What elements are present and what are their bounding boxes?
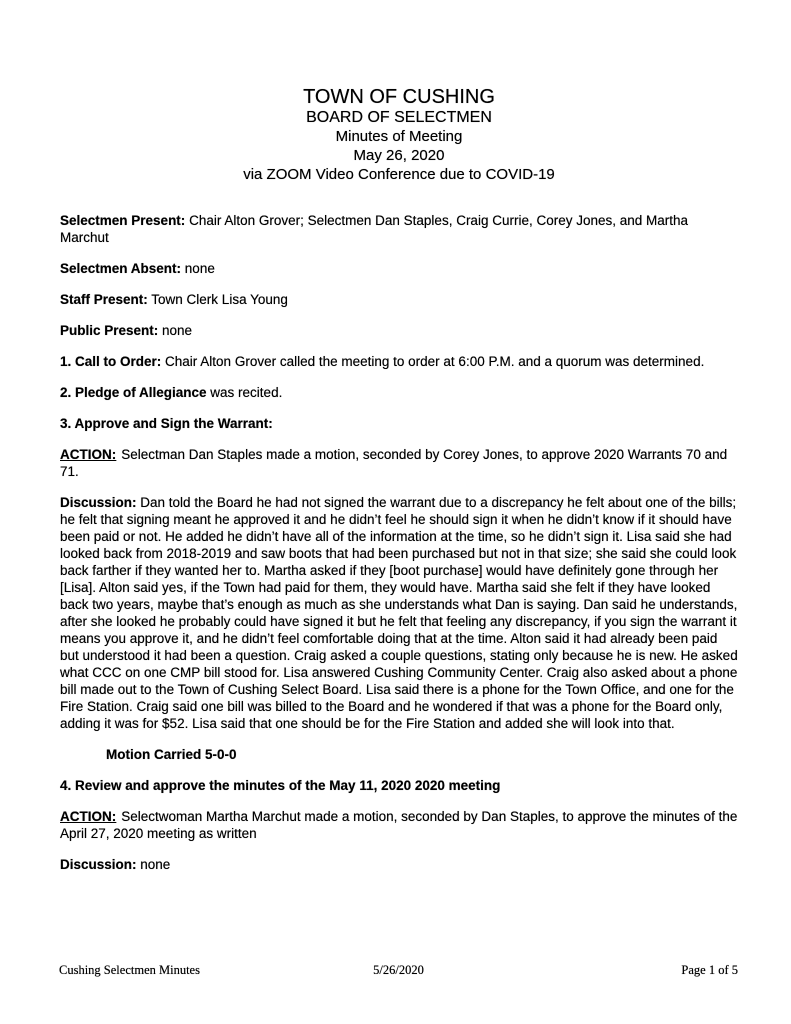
public-present-label: Public Present: [60,323,159,338]
item4-label: 4. Review and approve the minutes of the May 11, 2020 2020 meeting [60,778,501,793]
discussion1-text: Dan told the Board he had not signed the warrant due to a discrepancy he felt about one of the bills; he felt that signing meant he approved it and he didn’t feel he should sign it when he didn’t know if it should have been paid or not. He added he didn’t have all of the information at the time, so he didn’t sign it. Lisa said she had looked back from 2018-2019 and saw boots that had been purchased but not in that size; she said she could look back farther if they wanted her to. Martha asked if they [boot purchase] would have definitely gone through her [Lisa]. Alton said yes, if the Town had paid for them, they would have. Martha said she felt if they have looked back two years, maybe that’s enough as much as she understands what Dan is saying. Dan said he understands, after she looked he probably could have signed it but he felt that feeling any discrepancy, if you sign the warrant it means you approve it, and he didn’t feel comfortable doing that at the time. Alton said it had already been paid but understood it had been a question. Craig asked a couple questions, stating only because he is new. He asked what CCC on one CMP bill stood for. Lisa answered Cushing Community Center. Craig also asked about a phone bill made out to the Town of Cushing Select Board. Lisa said there is a phone for the Town Office, and one for the Fire Station. Craig said one bill was billed to the Board and he wondered if that was a phone for the Board only, adding it was for $52. Lisa said that one should be for the Fire Station and added she will look into that. [60,495,738,731]
action1-text: Selectman Dan Staples made a motion, seconded by Corey Jones, to approve 2020 Warrants 70 and 71. [60,447,728,479]
paragraph-item4-review-minutes [60,777,738,794]
staff-present-label: Staff Present: [60,292,148,307]
discussion2-label: Discussion: [60,857,137,872]
footer-document-name: Cushing Selectmen Minutes [59,963,200,977]
public-present-text: none [158,323,193,338]
staff-present-text: Town Clerk Lisa Young [147,292,288,307]
paragraph-discussion1 [60,494,738,732]
footer-page-number: Page 1 of 5 [681,963,738,977]
discussion1-label: Discussion: [60,495,137,510]
paragraph-item2-pledge [60,384,738,401]
paragraph-selectmen-present [60,212,738,246]
motion-carried-line: Motion Carried 5-0-0 [106,747,237,762]
selectmen-present-text: Chair Alton Grover; Selectmen Dan Staples, Craig Currie, Corey Jones, and Martha Marchut [60,213,689,245]
discussion2-text: none [136,857,171,872]
item1-label: 1. Call to Order: [60,354,162,369]
doc-title: TOWN OF CUSHING [303,86,495,108]
paragraph-action1 [60,446,738,480]
paragraph-discussion2 [60,856,738,873]
selectmen-absent-text: none [181,261,215,276]
doc-type: Minutes of Meeting [335,128,463,145]
doc-date: May 26, 2020 [353,147,445,164]
paragraph-action2 [60,808,738,842]
item2-label: 2. Pledge of Allegiance [60,385,207,400]
action2-text: Selectwoman Martha Marchut made a motion, seconded by Dan Staples, to approve the minutes of the April 27, 2020 meeting as written [60,809,738,841]
item3-label: 3. Approve and Sign the Warrant: [60,416,273,431]
page-footer [59,963,738,978]
doc-venue: via ZOOM Video Conference due to COVID-19 [243,166,555,183]
action2-label: ACTION: [60,809,117,824]
doc-subtitle: BOARD OF SELECTMEN [306,109,492,126]
paragraph-selectmen-absent [60,260,738,277]
document-body [60,86,738,887]
paragraph-item1-call-to-order [60,353,738,370]
selectmen-absent-label: Selectmen Absent: [60,261,182,276]
paragraph-item3-warrant [60,415,738,432]
item2-text: was recited. [206,385,283,400]
document-header [60,86,738,184]
footer-date: 5/26/2020 [373,963,424,977]
selectmen-present-label: Selectmen Present: [60,213,186,228]
paragraph-public-present [60,322,738,339]
action1-label: ACTION: [60,447,117,462]
item1-text: Chair Alton Grover called the meeting to order at 6:00 P.M. and a quorum was determined. [161,354,705,369]
paragraph-staff-present [60,291,738,308]
